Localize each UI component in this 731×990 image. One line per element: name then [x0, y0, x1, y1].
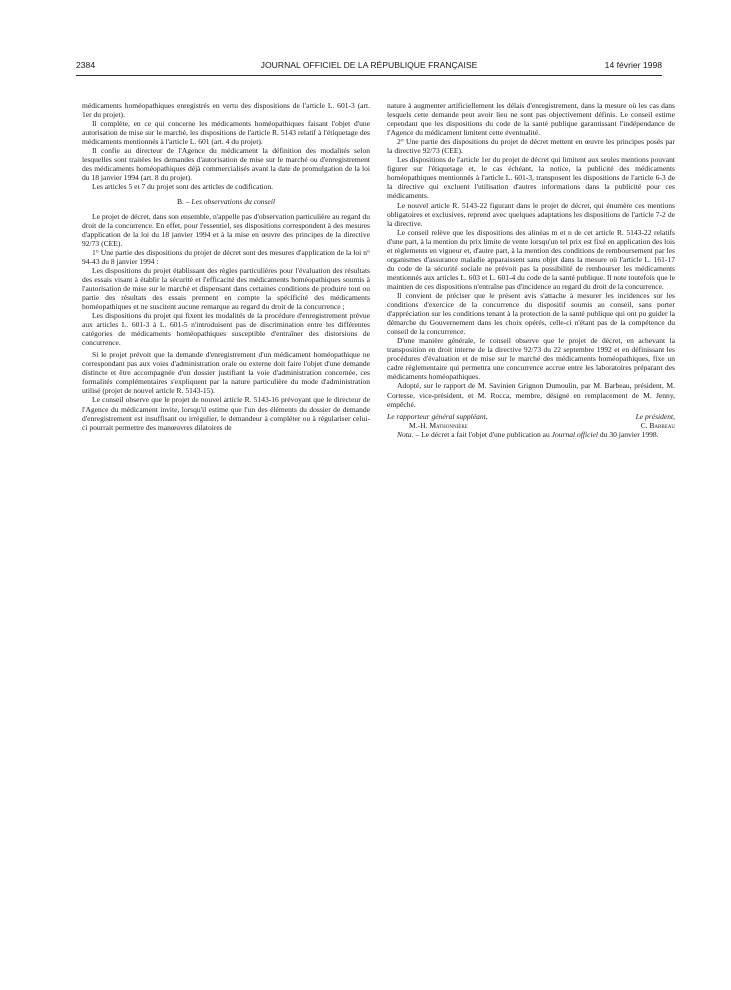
- signature-block: [387, 412, 675, 430]
- publication-date: 14 février 1998: [604, 60, 662, 70]
- paragraph: Les dispositions de l'article 1er du projet de décret qui limitent aux seules mentions pouvant figurer sur l'étiquetage et, le cas échéant, la notice, la publicité des médicaments homéopathiques mentionnés à l'article L. 601-3, transposent les dispositions de l'article 6-3 de la directive qui excluent l'utilisation d'autres informations dans la publicité pour ces médicaments.: [387, 155, 675, 201]
- paragraph: Les dispositions du projet établissant des règles particulières pour l'évaluation des résultats des essais visant à établir la sécurité et l'efficacité des médicaments homéopathiques soumis à l'autorisation de mise sur le marché et dispensant dans certaines conditions de produire tout ou partie des résultats des essais prennent en compte la spécificité des médicaments homéopathiques et ne suscitent aucune remarque au regard du droit de la concurrence ;: [82, 265, 370, 311]
- section-heading: [82, 197, 370, 206]
- signatory-right-name: C. Barbeau: [640, 420, 675, 430]
- paragraph: Le conseil relève que les dispositions des alinéas m et n de cet article R. 5143-22 relatifs d'une part, à la mention du prix limite de vente lorsqu'un tel prix est fixé en application des lois et règlements en vigueur et, d'autre part, à la mention des conditions de remboursement par les organismes d'assurance maladie apparaissent sans objet dans la mesure où l'article L. 161-17 du code de la sécurité sociale ne prévoit pas la possibilité de rembourser les médicaments mentionnés aux articles L. 603 et L. 601-4 du code de la santé publique. Il note toutefois que le maintien de ces dispositions n'entraîne pas d'incidence au regard du droit de la concurrence.: [387, 227, 675, 291]
- signatory-left-name: M.-H. Mathonnière: [409, 420, 468, 430]
- signatory-right-title: Le président,: [635, 411, 675, 421]
- paragraph: Le nouvel article R. 5143-22 figurant dans le projet de décret, qui énumère ces mentions obligatoires et exclusives, reprend avec quelques adaptations les dispositions de l'article 7-2 de la directive.: [387, 200, 675, 228]
- page-header: [76, 60, 662, 74]
- paragraph: Le projet de décret, dans son ensemble, n'appelle pas d'observation particulière au regard du droit de la concurrence. En effet, pour l'essentiel, ses dispositions correspondent à des mesures d'application de la loi du 18 janvier 1994 et à la mise en œuvre des principes de la directive 92/73 (CEE).: [82, 211, 370, 248]
- note: [387, 430, 675, 439]
- paragraph: 2° Une partie des dispositions du projet de décret mettent en œuvre les principes posés par la directive 92/73 (CEE).: [387, 137, 675, 156]
- paragraph: D'une manière générale, le conseil observe que le projet de décret, en achevant la transposition en droit interne de la directive 92/73 du 22 septembre 1992 et en définissant les procédures d'évaluation et de mise sur le marché des médicaments homéopathiques, fixe un cadre réglementaire qui permettra une concurrence accrue entre les laboratoires préparant des médicaments homéopathiques.: [387, 336, 675, 382]
- note-journal: Journal officiel: [551, 429, 598, 439]
- note-text: – Le décret a fait l'objet d'une publication au: [413, 429, 552, 439]
- paragraph: 1° Une partie des dispositions du projet de décret sont des mesures d'application de la loi n° 94-43 du 8 janvier 1994 :: [82, 247, 370, 266]
- paragraph: médicaments homéopathiques enregistrés en vertu des dispositions de l'article L. 601-3 (art. 1er du projet).: [82, 101, 370, 120]
- page-number: 2384: [76, 60, 96, 70]
- signatory-left-title: Le rapporteur général suppléant,: [387, 411, 488, 421]
- paragraph: Adopté, sur le rapport de M. Savinien Grignon Dumoulin, par M. Barbeau, président, M. Cortesse, vice-président, et M. Rocca, membre, désigné en remplacement de M. Jenny, empêché.: [387, 381, 675, 409]
- note-end: du 30 janvier 1998.: [598, 429, 659, 439]
- note-label: Nota.: [397, 429, 414, 439]
- paragraph: Il confie au directeur de l'Agence du médicament la définition des modalités selon lesquelles sont traitées les demandes d'autorisation de mise sur le marché ou d'enregistrement des médicaments homéopathiques déjà commercialisés avant la date de promulgation de la loi du 18 janvier 1994 (art. 8 du projet).: [82, 146, 370, 183]
- paragraph: Il complète, en ce qui concerne les médicaments homéopathiques faisant l'objet d'une autorisation de mise sur le marché, les dispositions de l'article R. 5143 relatif à l'étiquetage des médicaments mentionnés à l'article L. 601 (art. 4 du projet).: [82, 119, 370, 147]
- header-rule: [76, 75, 662, 76]
- section-prefix: B. –: [176, 197, 192, 207]
- left-column: [82, 101, 370, 432]
- section-title: Les observations du conseil: [191, 197, 276, 207]
- paragraph: nature à augmenter artificiellement les délais d'enregistrement, dans la mesure où les cas dans lesquels cette demande peut avoir lieu ne sont pas objectivement définis. Le conseil estime cependant que les dispositions du code de la santé publique garantissant l'indépendance de l'Agence du médicament limitent cette éventualité.: [387, 101, 675, 138]
- paragraph: Le conseil observe que le projet de nouvel article R. 5143-16 prévoyant que le directeur de l'Agence du médicament invite, lorsqu'il estime que l'un des éléments du dossier de demande d'enregistrement est insuffisant ou irrégulier, le demandeur à compléter ou à régulariser celui-ci pourrait permettre des manœuvres dilatoires de: [82, 395, 370, 432]
- paragraph: Il convient de préciser que le présent avis s'attache à mesurer les incidences sur les conditions d'exercice de la concurrence du dispositif soumis au conseil, sans porter d'appréciation sur les conditions tenant à la protection de la santé publique qui ont pu guider la démarche du Gouvernement dans les choix opérés, celle-ci n'étant pas de la compétence du conseil de la concurrence.: [387, 290, 675, 337]
- paragraph: Les dispositions du projet qui fixent les modalités de la procédure d'enregistrement prévue aux articles L. 601-3 à L. 601-5 n'introduisent pas de discrimination entre les différentes catégories de médicaments homéopathiques susceptible d'entraîner des distorsions de concurrence.: [82, 311, 370, 348]
- paragraph: Les articles 5 et 7 du projet sont des articles de codification.: [92, 182, 274, 192]
- journal-title: JOURNAL OFFICIEL DE LA RÉPUBLIQUE FRANÇAISE: [260, 60, 478, 70]
- paragraph: Si le projet prévoit que la demande d'enregistrement d'un médicament homéopathique ne correspondant pas aux voies d'administration orale ou externe doit faire l'objet d'une demande distincte et être accompagnée d'un dossier justifiant la voie d'administration concernée, ces formalités complémentaires s'expliquent par la nature particulière du mode d'administration utilisé (projet de nouvel article R. 5143-15).: [82, 350, 370, 396]
- right-column: [387, 101, 675, 439]
